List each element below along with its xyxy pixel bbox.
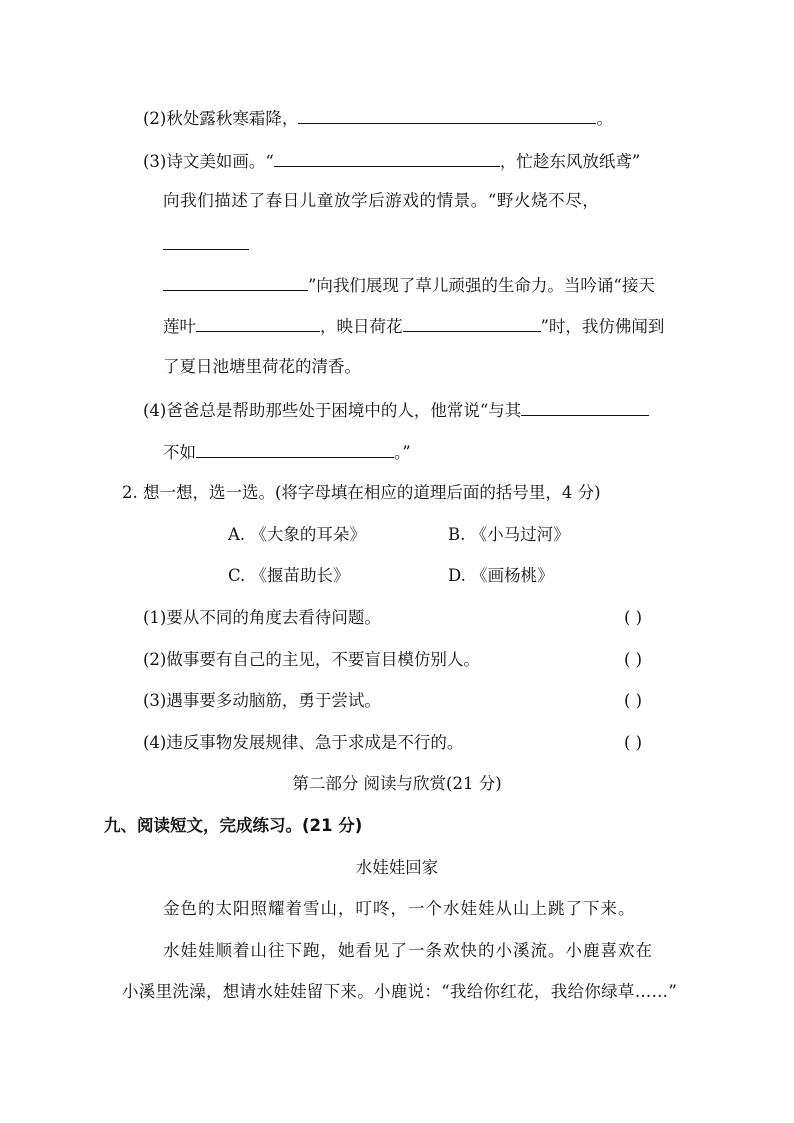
question-2-item-1: (1)要从不同的角度去看待问题。: [143, 608, 381, 627]
fill-item-4-line2: [163, 440, 411, 464]
fill-item-3-suffix: ，忙趁东风放纸鸢”: [499, 152, 641, 171]
story-paragraph-2-line-1: 水娃娃顺着山往下跑，她看见了一条欢快的小溪流。小鹿喜欢在: [163, 941, 653, 960]
option-b: B. 《小马过河》: [448, 525, 570, 544]
fill-item-2: [143, 106, 613, 130]
fill-item-3-line3: [163, 232, 249, 256]
question-2-title: 2. 想一想，选一选。(将字母填在相应的道理后面的括号里，4 分): [122, 483, 601, 502]
fill-item-3-line1: [143, 149, 640, 173]
fill-item-3-line5-prefix: 莲叶: [163, 317, 196, 336]
answer-blank[interactable]: [521, 398, 649, 416]
answer-paren-2[interactable]: ( ): [624, 650, 643, 669]
fill-item-3-line4: [163, 273, 655, 297]
answer-blank[interactable]: [196, 314, 320, 332]
answer-paren-3[interactable]: ( ): [624, 691, 643, 710]
option-c: C. 《揠苗助长》: [228, 566, 350, 585]
answer-blank[interactable]: [163, 273, 308, 291]
fill-item-4-suffix: 。”: [394, 443, 411, 462]
fill-item-3-line2: 向我们描述了春日儿童放学后游戏的情景。“野火烧不尽，: [163, 191, 600, 210]
fill-item-4-line1: [143, 398, 649, 422]
story-paragraph-2-line-2: 小溪里洗澡，想请水娃娃留下来。小鹿说：“我给你红花，我给你绿草……”: [122, 982, 678, 1001]
fill-item-2-suffix: 。: [596, 109, 613, 128]
answer-blank[interactable]: [298, 106, 596, 124]
answer-blank[interactable]: [163, 232, 249, 250]
fill-item-3-line4-text: ”向我们展现了草儿顽强的生命力。当吟诵“接天: [308, 276, 655, 295]
answer-blank[interactable]: [196, 440, 394, 458]
fill-item-3-line5: [163, 314, 664, 338]
fill-item-3-line6: 了夏日池塘里荷花的清香。: [163, 357, 361, 376]
option-d: D. 《画杨桃》: [448, 566, 554, 585]
option-a: A. 《大象的耳朵》: [228, 525, 366, 544]
fill-item-3-prefix: (3)诗文美如画。“: [143, 152, 274, 171]
story-paragraph-1: 金色的太阳照耀着雪山，叮咚，一个水娃娃从山上跳了下来。: [163, 899, 636, 918]
story-title: 水娃娃回家: [355, 858, 439, 877]
fill-item-4-line2-prefix: 不如: [163, 443, 196, 462]
section-9-title: 九、阅读短文，完成练习。(21 分): [104, 816, 363, 835]
question-2-item-4: (4)违反事物发展规律、急于求成是不行的。: [143, 733, 464, 752]
fill-item-4-prefix: (4)爸爸总是帮助那些处于困境中的人，他常说“与其: [143, 401, 522, 420]
fill-item-2-prefix: (2)秋处露秋寒霜降，: [143, 109, 299, 128]
answer-blank[interactable]: [274, 149, 500, 167]
answer-paren-4[interactable]: ( ): [624, 733, 643, 752]
part-2-title: 第二部分 阅读与欣赏(21 分): [292, 774, 502, 793]
answer-paren-1[interactable]: ( ): [624, 608, 643, 627]
fill-item-3-line5-suffix: ”时，我仿佛闻到: [540, 317, 665, 336]
question-2-item-3: (3)遇事要多动脑筋，勇于尝试。: [143, 691, 381, 710]
fill-item-3-line5-mid: ，映日荷花: [320, 317, 403, 336]
question-2-item-2: (2)做事要有自己的主见，不要盲目模仿别人。: [143, 650, 480, 669]
answer-blank[interactable]: [403, 314, 541, 332]
